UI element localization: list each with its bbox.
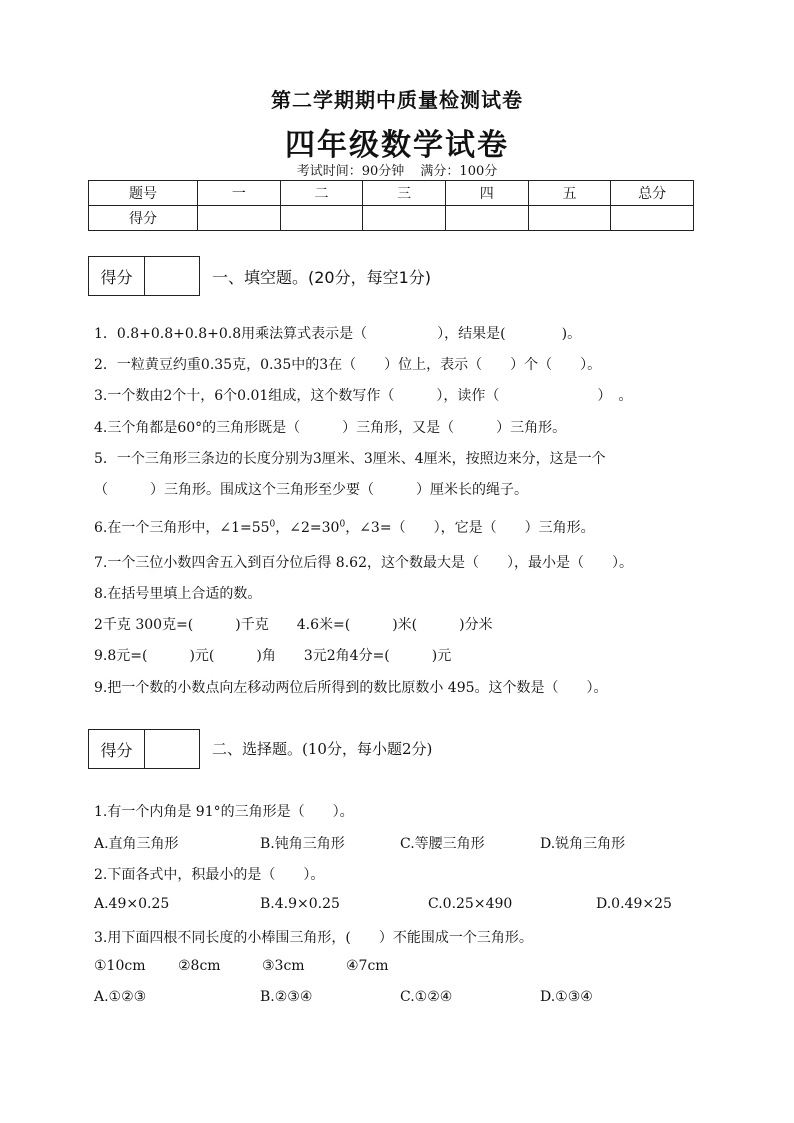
question-2-3: 3.用下面四根不同长度的小棒围三角形，( ）不能围成一个三角形。	[94, 930, 533, 946]
stick-length: ②8cm	[178, 958, 221, 974]
question-1-5b: （ ）三角形。围成这个三角形至少要（ ）厘米长的绳子。	[94, 482, 528, 498]
question-1-2: 2．一粒黄豆约重0.35克，0.35中的3在（ ）位上，表示（ ）个（ ）。	[94, 357, 602, 373]
exam-full-score: 满分：100分	[420, 164, 498, 179]
option-c[interactable]: C.0.25×490	[428, 896, 513, 912]
score-input-cell[interactable]	[528, 206, 611, 231]
exam-subtitle: 四年级数学试卷	[285, 128, 509, 163]
question-1-6	[94, 517, 595, 537]
q6-part1: 6.在一个三角形中，∠1=55	[94, 520, 270, 536]
question-1-1: 1．0.8+0.8+0.8+0.8用乘法算式表示是（ ），结果是( )。	[94, 326, 582, 342]
question-1-8b: 9.8元=( )元( )角 3元2角4分=( )元	[94, 648, 452, 664]
option-b[interactable]: B.4.9×0.25	[260, 896, 340, 912]
score-table-cell: 五	[528, 181, 611, 206]
score-input-cell[interactable]	[198, 206, 281, 231]
score-table-cell: 题号	[89, 181, 198, 206]
score-table-cell: 一	[198, 181, 281, 206]
stick-length: ①10cm	[94, 958, 146, 974]
question-1-3: 3.一个数由2个十，6个0.01组成，这个数写作（ ），读作（ ） 。	[94, 388, 633, 404]
option-b[interactable]: B.钝角三角形	[260, 836, 345, 852]
exam-title: 第二学期期中质量检测试卷	[271, 88, 523, 112]
degree-sup: 0	[339, 519, 346, 530]
option-d[interactable]: D.锐角三角形	[540, 836, 626, 852]
option-d[interactable]: D.0.49×25	[596, 896, 672, 912]
section2-score-box	[88, 729, 200, 769]
score-table-cell: 总分	[611, 181, 694, 206]
section1-score-input[interactable]	[145, 257, 199, 295]
option-d[interactable]: D.①③④	[540, 989, 593, 1005]
exam-info	[0, 160, 794, 179]
question-2-2: 2.下面各式中，积最小的是（ ）。	[94, 867, 325, 883]
option-a[interactable]: A.49×0.25	[94, 896, 170, 912]
score-table-score-row	[89, 206, 694, 231]
score-table-header-row	[89, 181, 694, 206]
exam-time: 考试时间：90分钟	[296, 164, 405, 179]
question-2-1: 1.有一个内角是 91°的三角形是（ ）。	[94, 804, 354, 820]
stick-length: ④7cm	[346, 958, 389, 974]
question-1-4: 4.三个角都是60°的三角形既是（ ）三角形，又是（ ）三角形。	[94, 420, 567, 436]
option-a[interactable]: A.直角三角形	[94, 836, 179, 852]
option-c[interactable]: C.等腰三角形	[400, 836, 485, 852]
q6-part2: ，∠2=30	[275, 520, 340, 536]
question-1-7: 7.一个三位小数四舍五入到百分位后得 8.62，这个数最大是（ ），最小是（ ）。	[94, 555, 633, 571]
score-table	[88, 180, 694, 231]
question-1-5a: 5．一个三角形三条边的长度分别为3厘米、3厘米、4厘米，按照边来分，这是一个	[94, 451, 606, 467]
question-1-8a: 2千克 300克=( )千克 4.6米=( )米( )分米	[94, 617, 493, 633]
section1-heading: 一、填空题。(20分，每空1分)	[212, 268, 432, 287]
section2-score-input[interactable]	[145, 730, 199, 768]
score-table-cell: 四	[445, 181, 528, 206]
stick-length: ③3cm	[262, 958, 305, 974]
score-input-cell[interactable]	[611, 206, 694, 231]
question-1-8: 8.在括号里填上合适的数。	[94, 586, 262, 602]
option-b[interactable]: B.②③④	[260, 989, 313, 1005]
option-a[interactable]: A.①②③	[94, 989, 147, 1005]
score-table-cell: 三	[363, 181, 446, 206]
score-input-cell[interactable]	[363, 206, 446, 231]
score-input-cell[interactable]	[280, 206, 363, 231]
q6-part3: ，∠3=（ ），它是（ ）三角形。	[345, 520, 595, 536]
section2-score-label: 得分	[89, 730, 145, 768]
section1-score-box	[88, 256, 200, 296]
score-table-cell: 二	[280, 181, 363, 206]
option-c[interactable]: C.①②④	[400, 989, 453, 1005]
score-table-cell: 得分	[89, 206, 198, 231]
score-input-cell[interactable]	[445, 206, 528, 231]
section1-score-label: 得分	[89, 257, 145, 295]
section2-heading: 二、选择题。(10分，每小题2分)	[212, 740, 433, 758]
degree-sup: 0	[269, 519, 276, 530]
question-1-9: 9.把一个数的小数点向左移动两位后所得到的数比原数小 495。这个数是（ ）。	[94, 680, 608, 696]
